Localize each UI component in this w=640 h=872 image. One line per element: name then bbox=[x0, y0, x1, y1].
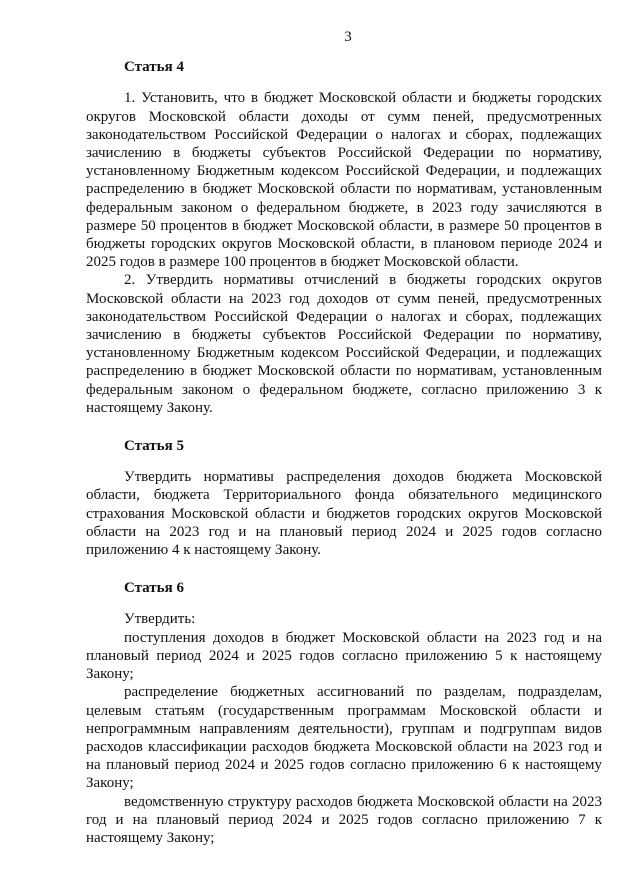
paragraph: 1. Установить, что в бюджет Московской области и бюджеты городских округов Московской области доходы от сумм пеней, предусмотренных законодательством Российской Федерации о налогах и сборах, подлежащих зачислению в бюджеты субъектов Российской Федерации по нормативу, установленному Бюджетным кодексом Российской Федерации, и подлежащих распределению в бюджет Московской области по нормативам, установленным федеральным законом о федеральном бюджете, в 2023 году зачисляются в размере 50 процентов в бюджет Московской области, в размере 50 процентов в бюджеты городских округов Московской области, в плановом периоде 2024 и 2025 годов в размере 100 процентов в бюджет Московской области. bbox=[86, 90, 602, 271]
paragraph: 2. Утвердить нормативы отчислений в бюджеты городских округов Московской области на 2023 год доходов от сумм пеней, предусмотренных законодательством Российской Федерации о налогах и сборах, подлежащих зачислению в бюджеты субъектов Российской Федерации по нормативу, установленному Бюджетным кодексом Российской Федерации, и подлежащих распределению в бюджет Московской области по нормативам, установленным федеральным законом о федеральном бюджете, согласно приложению 3 к настоящему Закону. bbox=[86, 272, 602, 416]
article-6 bbox=[86, 579, 602, 847]
article-5 bbox=[86, 437, 602, 559]
list-item: поступления доходов в бюджет Московской области на 2023 год и на плановый период 2024 и 2025 годов согласно приложению 5 к настоящему Закону; bbox=[86, 629, 602, 683]
list-item: ведомственную структуру расходов бюджета Московской области на 2023 год и на плановый период 2024 и 2025 годов согласно приложению 7 к настоящему Закону; bbox=[86, 793, 602, 846]
article-title: Статья 5 bbox=[124, 438, 184, 455]
list-intro: Утвердить: bbox=[124, 611, 196, 628]
article-4 bbox=[86, 58, 602, 417]
article-title: Статья 6 bbox=[124, 580, 184, 597]
page-number: 3 bbox=[344, 29, 352, 45]
article-title: Статья 4 bbox=[124, 59, 184, 76]
document-page bbox=[86, 28, 602, 847]
paragraph: Утвердить нормативы распределения доходов бюджета Московской области, бюджета Территориального фонда обязательного медицинского страхования Московской области и бюджетов городских округов Московской области на 2023 год и на плановый период 2024 и 2025 годов согласно приложению 4 к настоящему Закону. bbox=[86, 469, 602, 559]
list-item: распределение бюджетных ассигнований по разделам, подразделам, целевым статьям (государственным программам Московской области и непрограммным направлениям деятельности), группам и подгруппам видов расходов классификации расходов бюджета Московской области на 2023 год и на плановый период 2024 и 2025 годов согласно приложению 6 к настоящему Закону; bbox=[86, 684, 602, 792]
